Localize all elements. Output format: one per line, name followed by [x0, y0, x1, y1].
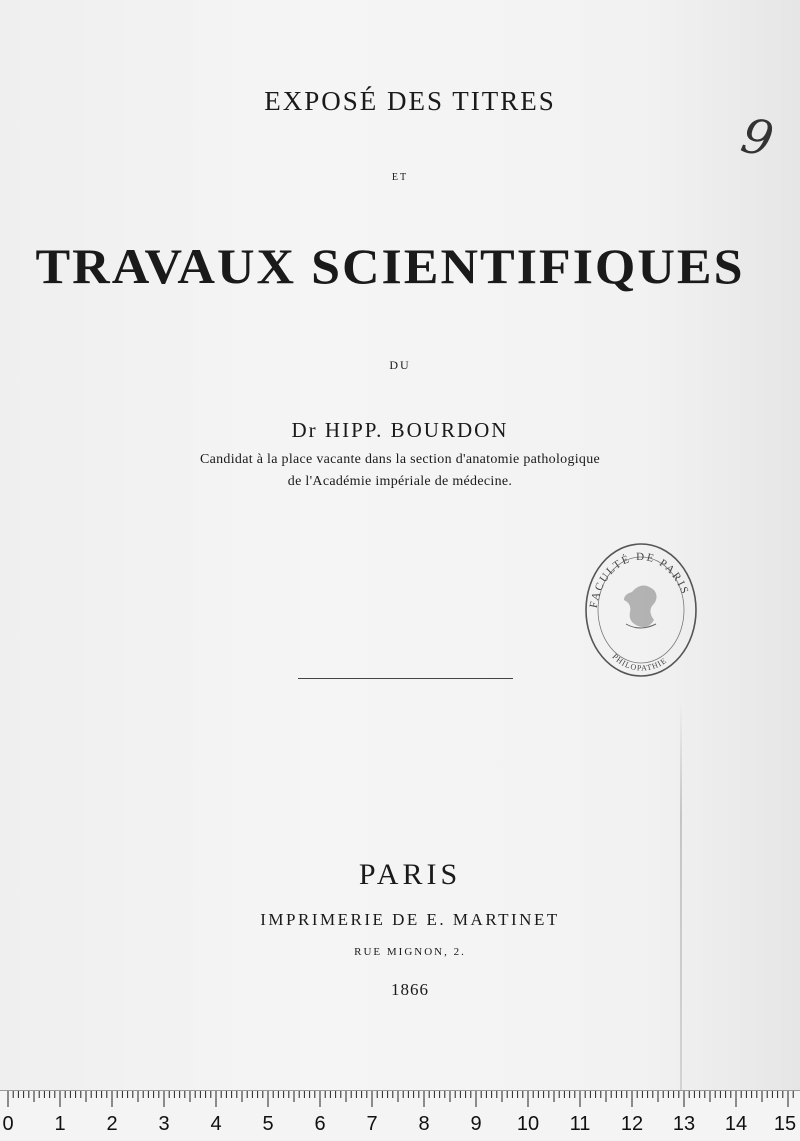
publication-year: 1866	[391, 980, 429, 999]
ruler-label: 10	[516, 1113, 540, 1135]
title-line-2: TRAVAUX SCIENTIFIQUES	[35, 240, 745, 295]
ruler-label: 8	[418, 1113, 430, 1135]
candidacy-line-1: Candidat à la place vacante dans la section d'anatomie pathologique	[199, 452, 601, 467]
ruler-label: 13	[672, 1113, 696, 1135]
ruler-label: 7	[366, 1113, 378, 1135]
printer-address: RUE MIGNON, 2.	[354, 946, 466, 958]
svg-text:FACULTÉ DE PARIS: FACULTÉ DE PARIS	[587, 550, 692, 609]
title-line-1: EXPOSÉ DES TITRES	[264, 86, 556, 116]
library-stamp	[582, 540, 700, 680]
ruler-label: 9	[470, 1113, 482, 1135]
separator-rule	[298, 678, 513, 679]
ruler-label: 5	[262, 1113, 274, 1135]
publication-city: PARIS	[358, 858, 462, 891]
handwritten-page-number: 9	[736, 107, 779, 169]
ruler-label: 1	[54, 1113, 66, 1135]
title-conjunction: ET	[391, 172, 409, 183]
candidacy-line-2: de l'Académie impériale de médecine.	[287, 474, 513, 489]
measuring-ruler	[0, 1090, 800, 1141]
svg-text:PHILOPATHIE: PHILOPATHIE	[610, 652, 669, 673]
ruler-label: 11	[569, 1113, 591, 1135]
by-label: DU	[389, 358, 411, 372]
ruler-label: 3	[158, 1113, 170, 1135]
ruler-label: 2	[106, 1113, 118, 1135]
ruler-label: 0	[2, 1113, 14, 1135]
ruler-label: 6	[314, 1113, 326, 1135]
ruler-label: 4	[210, 1113, 222, 1135]
ruler-label: 12	[620, 1113, 644, 1135]
printer-name: IMPRIMERIE DE E. MARTINET	[260, 910, 560, 929]
author-name: Dr HIPP. BOURDON	[291, 418, 509, 442]
page-fold-edge	[680, 700, 682, 1090]
ruler-label: 15	[773, 1113, 797, 1135]
ruler-label: 14	[724, 1113, 748, 1135]
